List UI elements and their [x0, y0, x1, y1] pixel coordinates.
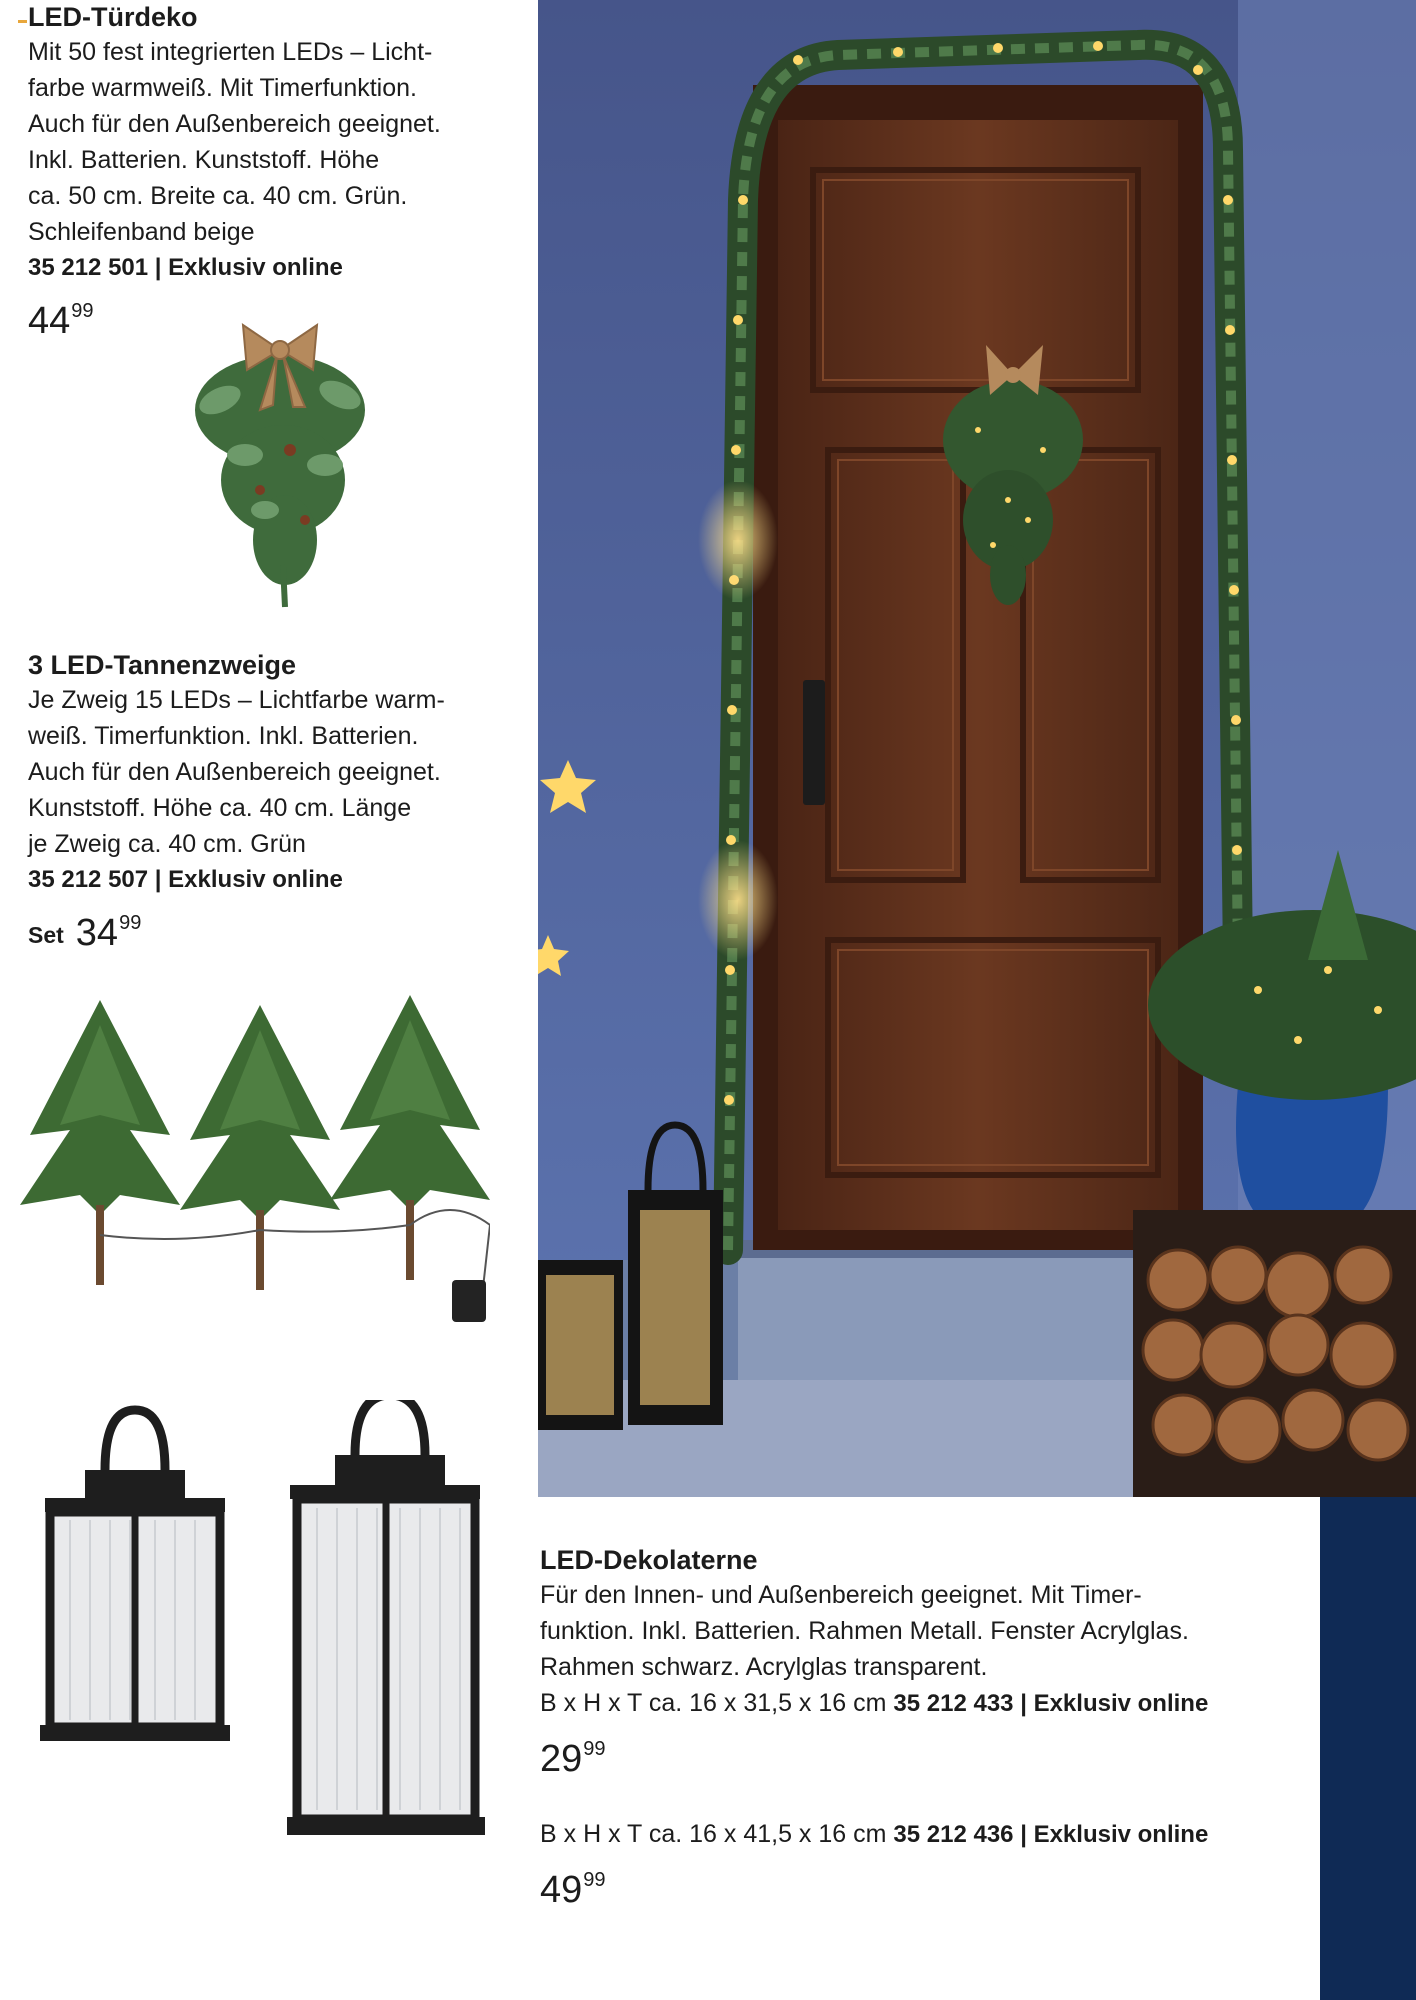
price-cents: 99: [583, 1738, 606, 1760]
product-price: [540, 1857, 1310, 1913]
crop-mark: [18, 20, 27, 23]
variant-dimensions: B x H x T ca. 16 x 31,5 x 16 cm: [540, 1689, 887, 1717]
description-line: Auch für den Außenbereich geeignet.: [28, 110, 441, 138]
description-line: funktion. Inkl. Batterien. Rahmen Metall. Fenster Acrylglas.: [540, 1617, 1189, 1645]
accent-blue-strip: [1320, 1497, 1416, 2000]
product-price: [540, 1726, 1310, 1782]
variant-large: [540, 1816, 1310, 1853]
variant-small: [540, 1685, 1310, 1722]
product-description: [540, 1577, 1310, 1685]
product-description: [28, 682, 528, 862]
price-main: 34: [75, 912, 119, 954]
product-sku: 35 212 436 | Exklusiv online: [893, 1821, 1209, 1848]
description-line: ca. 50 cm. Breite ca. 40 cm. Grün.: [28, 182, 408, 210]
product-sku: 35 212 501 | Exklusiv online: [28, 254, 343, 281]
product-tannenzweige: [28, 648, 528, 958]
description-line: weiß. Timerfunktion. Inkl. Batterien.: [28, 722, 419, 750]
product-tuerdeko: [28, 0, 528, 344]
price-main: 29: [540, 1738, 583, 1780]
price-cents: 99: [119, 912, 142, 934]
description-line: Inkl. Batterien. Kunststoff. Höhe: [28, 146, 380, 174]
variant-dimensions: B x H x T ca. 16 x 41,5 x 16 cm: [540, 1820, 887, 1848]
led-tuerdeko-wreath-icon: [165, 315, 395, 610]
product-sku: 35 212 433 | Exklusiv online: [893, 1690, 1209, 1717]
product-dekolaterne: [540, 1543, 1310, 1913]
price-main: 49: [540, 1869, 583, 1911]
led-dekolaterne-icon: [35, 1400, 490, 1850]
description-line: farbe warmweiß. Mit Timerfunktion.: [28, 74, 417, 102]
product-price: [28, 900, 528, 958]
price-prefix: Set: [28, 922, 64, 948]
description-line: Rahmen schwarz. Acrylglas transparent.: [540, 1653, 988, 1681]
product-description: [28, 34, 528, 250]
decorated-front-door-photo: [538, 0, 1416, 1497]
description-line: Je Zweig 15 LEDs – Lichtfarbe warm-: [28, 686, 445, 714]
description-line: Kunststoff. Höhe ca. 40 cm. Länge: [28, 794, 412, 822]
description-line: Mit 50 fest integrierten LEDs – Licht-: [28, 38, 433, 66]
price-main: 44: [28, 300, 71, 342]
description-line: Für den Innen- und Außenbereich geeignet. Mit Timer-: [540, 1581, 1142, 1609]
product-title: LED-Türdeko: [28, 2, 198, 32]
product-title: 3 LED-Tannenzweige: [28, 650, 297, 680]
product-title: LED-Dekolaterne: [540, 1545, 758, 1575]
led-tannenzweige-icon: [10, 985, 490, 1335]
description-line: Schleifenband beige: [28, 218, 255, 246]
product-sku: 35 212 507 | Exklusiv online: [28, 866, 343, 893]
description-line: Auch für den Außenbereich geeignet.: [28, 758, 441, 786]
description-line: je Zweig ca. 40 cm. Grün: [28, 830, 306, 858]
price-cents: 99: [583, 1869, 606, 1891]
price-cents: 99: [71, 300, 94, 322]
